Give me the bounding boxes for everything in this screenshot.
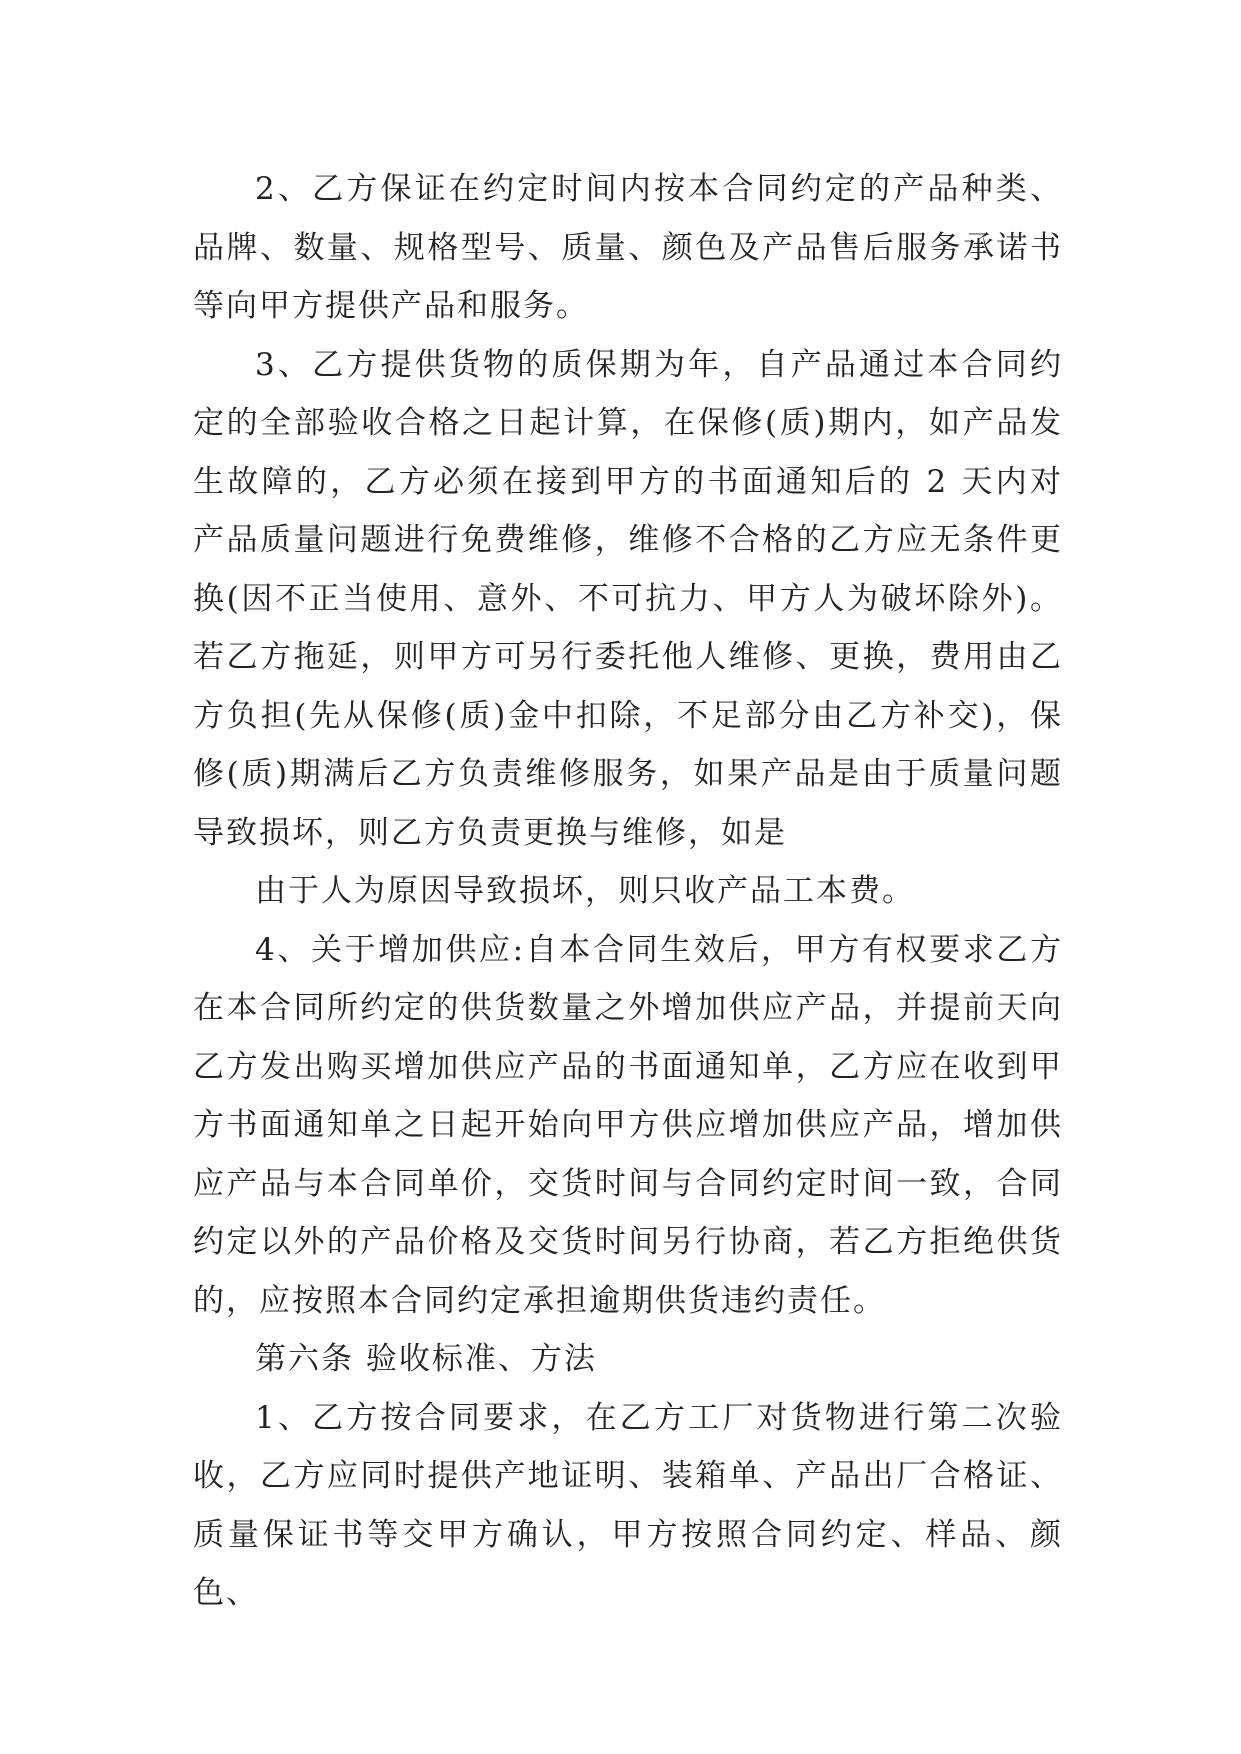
- clause-3-continuation: 由于人为原因导致损坏，则只收产品工本费。: [255, 873, 915, 909]
- article-6-heading: 第六条 验收标准、方法: [255, 1341, 597, 1377]
- article-6-clause-1-paragraph: 1、乙方按合同要求，在乙方工厂对货物进行第二次验收，乙方应同时提供产地证明、装箱单、产品出厂合格证、质量保证书等交甲方确认，甲方按照合同约定、样品、颜色、: [193, 1399, 1063, 1611]
- clause-3-paragraph: 3、乙方提供货物的质保期为年，自产品通过本合同约定的全部验收合格之日起计算，在保修(质)期内，如产品发生故障的，乙方必须在接到甲方的书面通知后的 2 天内对产品质量问题进行免费维修，维修不合格的乙方应无条件更换(因不正当使用、意外、不可抗力、甲方人为破坏除外)。若乙方拖延，则甲方可另行委托他人维修、更换，费用由乙方负担(先从保修(质)金中扣除，不足部分由乙方补交)，保修(质)期满后乙方负责维修服务，如果产品是由于质量问题导致损坏，则乙方负责更换与维修，如是: [193, 346, 1063, 851]
- clause-2-paragraph: 2、乙方保证在约定时间内按本合同约定的产品种类、品牌、数量、规格型号、质量、颜色及产品售后服务承诺书等向甲方提供产品和服务。: [193, 171, 1063, 324]
- clause-4-paragraph: 4、关于增加供应:自本合同生效后，甲方有权要求乙方在本合同所约定的供货数量之外增加供应产品，并提前天向乙方发出购买增加供应产品的书面通知单，乙方应在收到甲方书面通知单之日起开始向甲方供应增加供应产品，增加供应产品与本合同单价，交货时间与合同约定时间一致，合同约定以外的产品价格及交货时间另行协商，若乙方拒绝供货的，应按照本合同约定承担逾期供货违约责任。: [193, 931, 1063, 1319]
- document-body: [193, 160, 1063, 1623]
